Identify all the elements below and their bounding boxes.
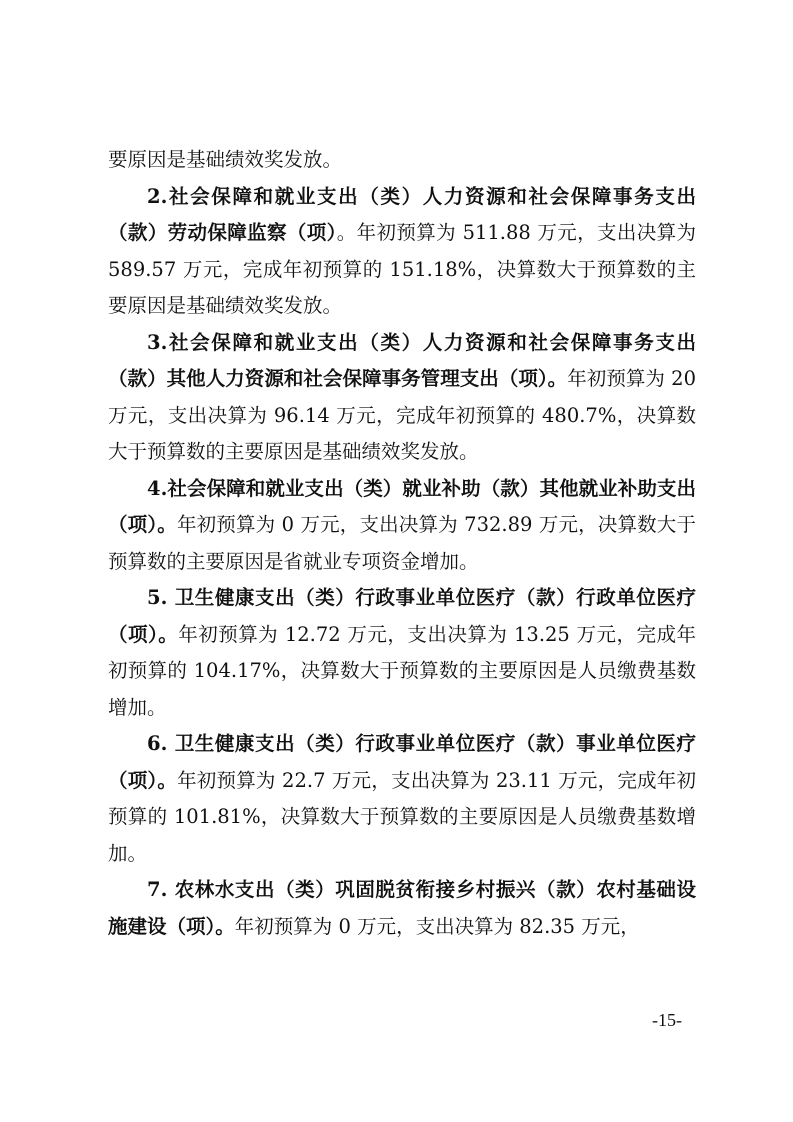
paragraph-text: 年初预算为 20 万元，支出决算为 96.14 万元，完成年初预算的 480.7%，决算数大于预算数的主要原因是基础绩效奖发放。 — [108, 367, 696, 463]
paragraph-item-5 — [108, 580, 696, 726]
paragraph-item-4 — [108, 471, 696, 581]
paragraph-text: 要原因是基础绩效奖发放。 — [108, 148, 343, 171]
paragraph-item-6 — [108, 726, 696, 872]
paragraph-text: 。年初预算为 511.88 万元，支出决算为 589.57 万元，完成年初预算的 151.18%，决算数大于预算数的主要原因是基础绩效奖发放。 — [108, 221, 696, 317]
paragraph-item-3 — [108, 325, 696, 471]
paragraph-heading: 7. 农林水支出（类）巩固脱贫衔接乡村振兴（款）农村基础设施建设（项）。 — [108, 878, 696, 938]
document-page — [108, 142, 696, 945]
paragraph-item-2 — [108, 179, 696, 325]
paragraph-text: 年初预算为 12.72 万元，支出决算为 13.25 万元，完成年初预算的 104.17%，决算数大于预算数的主要原因是人员缴费基数增加。 — [108, 622, 696, 719]
paragraph-heading: 4.社会保障和就业支出（类）就业补助（款）其他就业补助支出（项）。 — [108, 476, 696, 536]
page-number: -15- — [652, 1010, 682, 1030]
paragraph-item-7 — [108, 872, 696, 945]
paragraph-continuation — [108, 142, 696, 179]
paragraph-text: 年初预算为 0 万元，支出决算为 732.89 万元，决算数大于预算数的主要原因是省就业专项资金增加。 — [108, 513, 696, 573]
paragraph-text: 年初预算为 0 万元，支出决算为 82.35 万元， — [234, 914, 640, 938]
paragraph-heading: 6. 卫生健康支出（类）行政事业单位医疗（款）事业单位医疗（项）。 — [108, 732, 696, 792]
paragraph-heading: 2.社会保障和就业支出（类）人力资源和社会保障事务支出（款）劳动保障监察（项） — [108, 184, 696, 244]
paragraph-heading: 3.社会保障和就业支出（类）人力资源和社会保障事务支出（款）其他人力资源和社会保障事务管理支出（项）。 — [108, 330, 696, 390]
paragraph-heading: 5. 卫生健康支出（类）行政事业单位医疗（款）行政单位医疗（项）。 — [108, 586, 696, 646]
paragraph-text: 年初预算为 22.7 万元，支出决算为 23.11 万元，完成年初预算的 101.81%，决算数大于预算数的主要原因是人员缴费基数增加。 — [108, 768, 696, 865]
